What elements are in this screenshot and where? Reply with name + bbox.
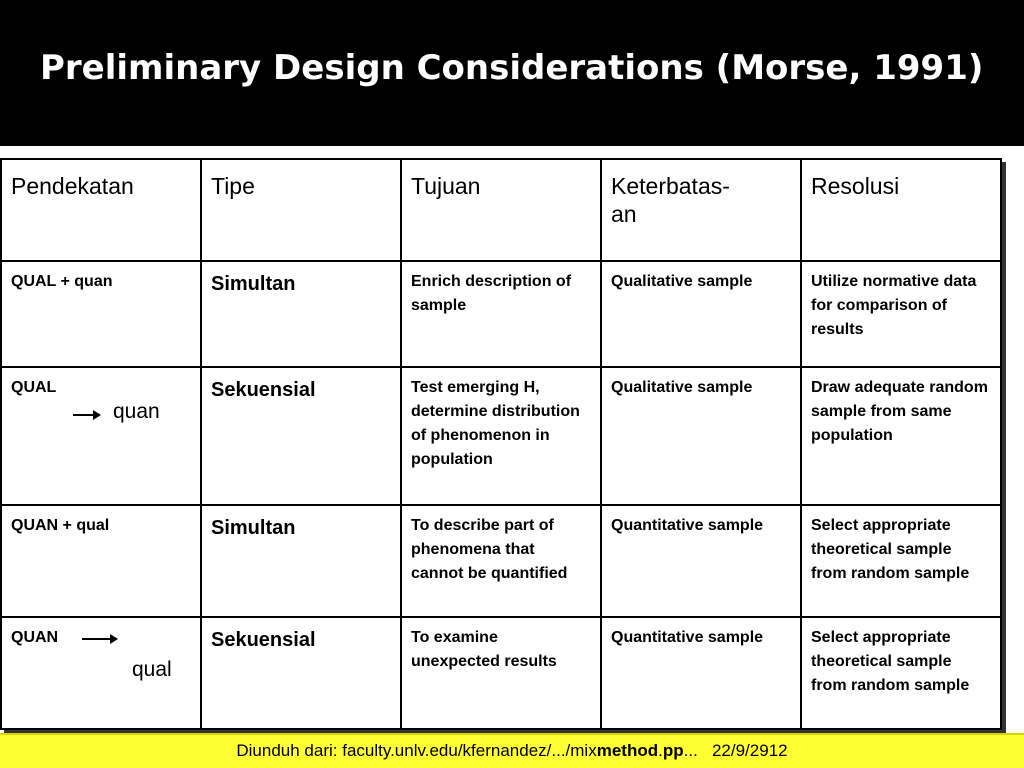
cell-purpose: To examine unexpected results xyxy=(401,617,601,729)
cell-resolution: Draw adequate random sample from same population xyxy=(801,367,1001,505)
cell-resolution: Utilize normative data for comparison of results xyxy=(801,261,1001,367)
cell-resolution: Select appropriate theoretical sample from random sample xyxy=(801,617,1001,729)
cell-resolution: Select appropriate theoretical sample from random sample xyxy=(801,505,1001,617)
header-approach: Pendekatan xyxy=(1,159,201,261)
approach-label: QUAL xyxy=(11,379,57,396)
approach-label: QUAN + qual xyxy=(11,517,110,534)
cell-limitation: Quantitative sample xyxy=(601,505,801,617)
cell-type: Simultan xyxy=(201,261,401,367)
footer-source-prefix: Diunduh dari: faculty.unlv.edu/kfernandez/.../mix xyxy=(236,741,597,760)
footer-source-dot: . xyxy=(658,741,663,760)
header-type: Tipe xyxy=(201,159,401,261)
header-resolution: Resolusi xyxy=(801,159,1001,261)
header-limitation: Keterbatas- an xyxy=(601,159,801,261)
approach-label: QUAN xyxy=(11,629,59,646)
cell-type: Sekuensial xyxy=(201,367,401,505)
table-row xyxy=(1,505,1001,617)
table-row xyxy=(1,261,1001,367)
source-footer xyxy=(0,733,1024,768)
cell-purpose: To describe part of phenomena that cannot be quantified xyxy=(401,505,601,617)
table-row xyxy=(1,367,1001,505)
cell-purpose: Enrich description of sample xyxy=(401,261,601,367)
cell-approach xyxy=(1,367,201,505)
slide-title: Preliminary Design Considerations (Morse, 1991) xyxy=(40,48,984,88)
cell-limitation: Quantitative sample xyxy=(601,617,801,729)
cell-approach xyxy=(1,261,201,367)
header-purpose: Tujuan xyxy=(401,159,601,261)
cell-type: Simultan xyxy=(201,505,401,617)
cell-approach xyxy=(1,617,201,729)
title-bar xyxy=(0,0,1024,146)
footer-date: 22/9/2912 xyxy=(711,741,788,760)
approach-arrow-line xyxy=(11,400,191,424)
approach-label: QUAL + quan xyxy=(11,273,113,290)
cell-limitation: Qualitative sample xyxy=(601,261,801,367)
header-row xyxy=(1,159,1001,261)
cell-approach xyxy=(1,505,201,617)
approach-sub-label: qual xyxy=(132,658,172,681)
approach-sub-label: quan xyxy=(113,400,160,423)
cell-limitation: Qualitative sample xyxy=(601,367,801,505)
cell-purpose: Test emerging H, determine distribution of phenomenon in population xyxy=(401,367,601,505)
table-container xyxy=(0,158,1002,729)
table-row xyxy=(1,617,1001,729)
cell-type: Sekuensial xyxy=(201,617,401,729)
footer-source-suffix: ... xyxy=(683,741,698,760)
footer-source-bold: method xyxy=(596,741,659,760)
design-considerations-table xyxy=(0,158,1002,730)
footer-source-bold-ext: pp xyxy=(662,741,684,760)
